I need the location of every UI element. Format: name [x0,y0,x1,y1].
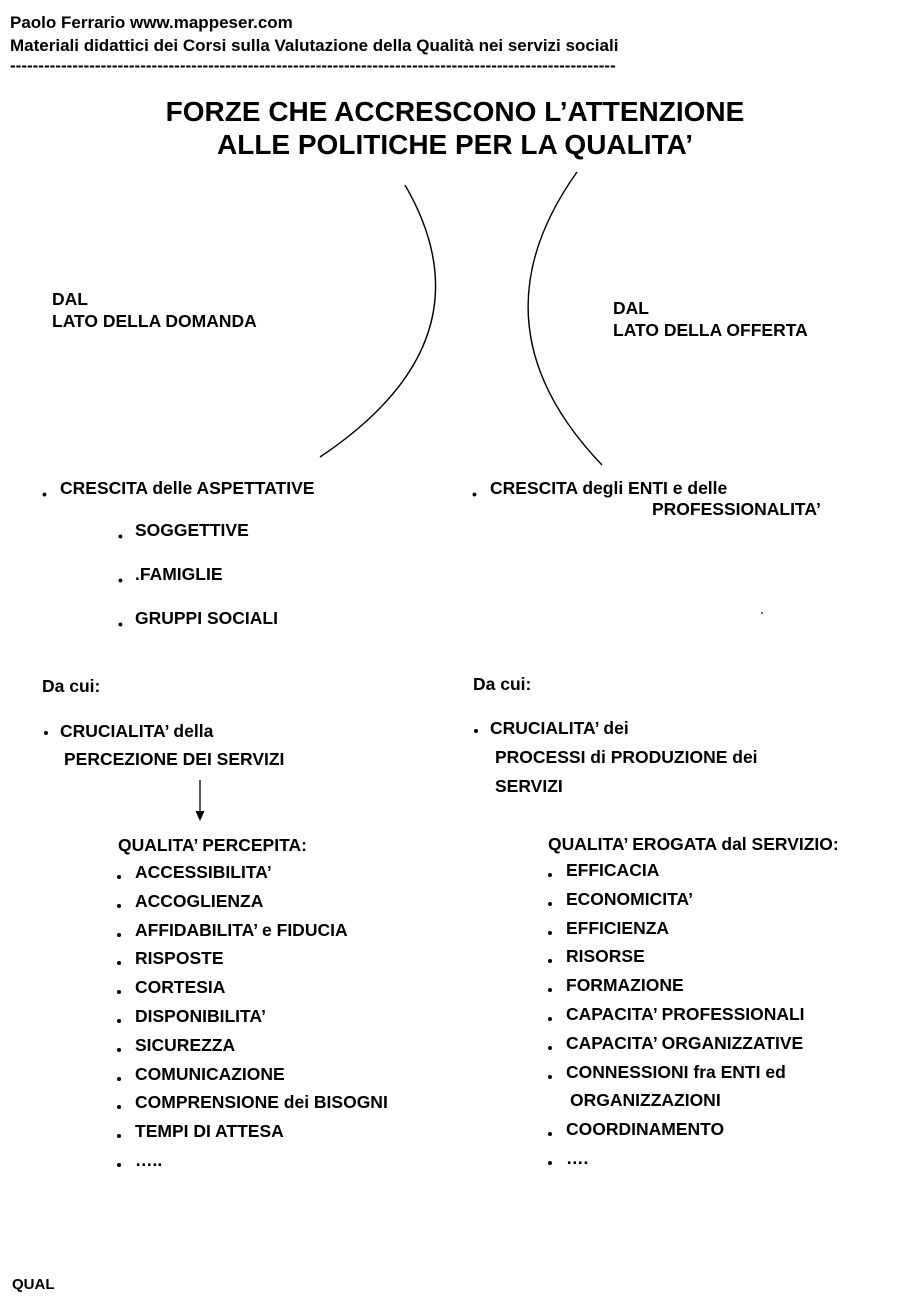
list-item: ECONOMICITA’ [548,885,805,914]
left-arc [320,185,436,457]
left-crucialita-bullet [44,731,48,735]
right-crucialita-line-1: CRUCIALITA’ dei [490,718,629,738]
stray-dot [761,612,763,614]
list-item: RISORSE [548,942,805,971]
right-side-label-1: DAL [613,298,649,318]
list-item: COMUNICAZIONE [117,1060,388,1089]
list-item: TEMPI DI ATTESA [117,1117,388,1146]
left-sub-bullet-2: .FAMIGLIE [135,564,223,584]
list-item: COMPRENSIONE dei BISOGNI [117,1088,388,1117]
list-item: DISPONIBILITA’ [117,1002,388,1031]
left-side-label-2: LATO DELLA DOMANDA [52,311,257,331]
list-item: EFFICIENZA [548,914,805,943]
down-arrow-head [196,811,205,821]
footer-label: QUAL [12,1276,55,1293]
list-item-continuation: ORGANIZZAZIONI [570,1090,721,1111]
list-item: AFFIDABILITA’ e FIDUCIA [117,916,388,945]
list-item: COORDINAMENTO [548,1115,805,1144]
list-item: ACCESSIBILITA’ [117,858,388,887]
list-item: FORMAZIONE [548,971,805,1000]
right-crucialita-line-3: SERVIZI [495,776,563,796]
list-item: ACCOGLIENZA [117,887,388,916]
right-main-bullet-line-2: PROFESSIONALITA’ [652,499,821,519]
right-quality-heading: QUALITA’ EROGATA dal SERVIZIO: [548,834,839,854]
left-side-label-1: DAL [52,289,88,309]
page-title-line-1: FORZE CHE ACCRESCONO L’ATTENZIONE [165,96,745,127]
right-quality-list [548,856,805,1173]
right-arc [528,172,602,465]
left-crucialita-line-1: CRUCIALITA’ della [60,721,214,741]
header-subtitle: Materiali didattici dei Corsi sulla Valutazione della Qualità nei servizi sociali [10,36,619,55]
left-sub-bullet-3: GRUPPI SOCIALI [135,608,278,628]
header-author: Paolo Ferrario www.mappeser.com [10,13,293,32]
left-sub-bullet-marker-2: • [118,572,123,588]
left-main-bullet: CRESCITA delle ASPETTATIVE [60,478,315,498]
list-item: RISPOSTE [117,944,388,973]
right-crucialita-bullet [474,729,478,733]
right-main-bullet-marker: • [472,486,477,502]
right-da-cui: Da cui: [473,674,532,694]
left-crucialita-line-2: PERCEZIONE DEI SERVIZI [64,749,285,769]
list-item: EFFICACIA [548,856,805,885]
list-item: SICUREZZA [117,1031,388,1060]
list-item: CONNESSIONI fra ENTI ed [548,1058,805,1087]
list-item: CAPACITA’ ORGANIZZATIVE [548,1029,805,1058]
list-item: ….. [117,1146,388,1175]
left-quality-heading: QUALITA’ PERCEPITA: [118,835,307,855]
left-sub-bullet-marker-1: • [118,528,123,544]
left-sub-bullet-1: SOGGETTIVE [135,520,249,540]
list-item: …. [548,1144,805,1173]
header-separator: ----------------------------------------------------------------------------------------------------------- [10,56,616,75]
right-crucialita-line-2: PROCESSI di PRODUZIONE dei [495,747,758,767]
left-sub-bullet-marker-3: • [118,616,123,632]
left-da-cui: Da cui: [42,676,101,696]
right-side-label-2: LATO DELLA OFFERTA [613,320,808,340]
list-item: CAPACITA’ PROFESSIONALI [548,1000,805,1029]
left-main-bullet-marker: • [42,486,47,502]
list-item: CORTESIA [117,973,388,1002]
right-main-bullet-line-1: CRESCITA degli ENTI e delle [490,478,728,498]
page-title-line-2: ALLE POLITICHE PER LA QUALITA’ [217,129,693,160]
left-quality-list [117,858,388,1175]
